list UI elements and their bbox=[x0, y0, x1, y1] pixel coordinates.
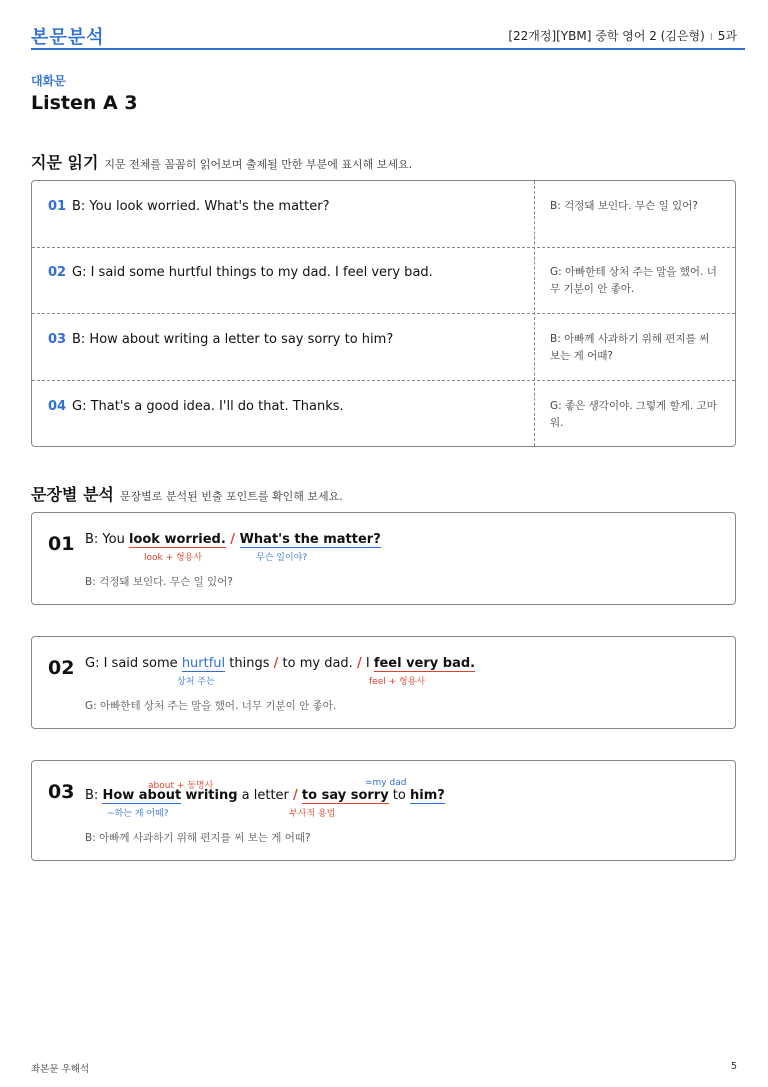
note-my-dad: =my dad bbox=[365, 778, 407, 788]
analysis-card bbox=[31, 512, 736, 605]
row-english: B: You look worried. What's the matter? bbox=[72, 199, 330, 214]
plain-text: a letter bbox=[237, 788, 294, 803]
analysis-desc: 문장별로 분석된 빈출 포인트를 확인해 보세요. bbox=[119, 490, 343, 503]
card-number: 01 bbox=[48, 533, 75, 555]
reading-row bbox=[32, 314, 735, 381]
plain-text: I bbox=[361, 656, 374, 671]
card-sentence bbox=[85, 788, 445, 803]
plain-text: things bbox=[225, 656, 274, 671]
reading-table bbox=[31, 180, 736, 447]
page-title: Listen A 3 bbox=[31, 92, 138, 114]
point-to-say-sorry: to say sorry bbox=[301, 788, 389, 803]
page-number: 5 bbox=[730, 1061, 737, 1072]
row-english: G: I said some hurtful things to my dad. I feel very bad. bbox=[72, 265, 433, 280]
plain-text: B: bbox=[85, 788, 103, 803]
book-name: [22개정][YBM] 중학 영어 2 (김은형) bbox=[508, 29, 705, 43]
analysis-title: 문장별 분석 bbox=[31, 485, 114, 504]
reading-row bbox=[32, 381, 735, 447]
plain-text: G: I said some bbox=[85, 656, 182, 671]
note-how-about: ~하는 게 어때? bbox=[107, 809, 169, 819]
header-separator: I bbox=[709, 32, 713, 43]
point-him: him? bbox=[410, 788, 445, 803]
row-korean: G: 아빠한테 상처 주는 말을 했어. 너무 기분이 안 좋아. bbox=[550, 266, 717, 295]
row-number: 02 bbox=[48, 265, 67, 280]
reading-title: 지문 읽기 bbox=[31, 153, 99, 172]
slash: / bbox=[273, 656, 279, 671]
row-number: 04 bbox=[48, 399, 67, 414]
point-how-about: How about bbox=[102, 788, 182, 803]
point-writing: writing bbox=[185, 788, 238, 803]
analysis-card bbox=[31, 636, 736, 729]
book-info bbox=[508, 27, 737, 44]
card-sentence bbox=[85, 656, 475, 671]
reading-desc: 지문 전체를 꼼꼼히 읽어보며 출제될 만한 부분에 표시해 보세요. bbox=[104, 158, 413, 171]
card-number: 03 bbox=[48, 781, 75, 803]
card-translation: G: 아빠한테 상처 주는 말을 했어. 너무 기분이 안 좋아. bbox=[85, 700, 337, 712]
footer-label: 좌본문 우해석 bbox=[31, 1064, 90, 1075]
analysis-heading bbox=[31, 482, 343, 505]
row-number: 01 bbox=[48, 199, 67, 214]
plain-text: to my dad. bbox=[278, 656, 357, 671]
slash: / bbox=[293, 788, 298, 803]
row-korean: B: 걱정돼 보인다. 무슨 일 있어? bbox=[550, 200, 698, 212]
plain-text: B: You bbox=[85, 532, 129, 547]
note-about-gerund: about + 동명사 bbox=[148, 781, 214, 791]
plain-text: to bbox=[388, 788, 410, 803]
analysis-card bbox=[31, 760, 736, 861]
note-look-adj: look + 형용사 bbox=[144, 553, 203, 563]
note-feel-adj: feel + 형용사 bbox=[369, 677, 426, 687]
row-korean: G: 좋은 생각이야. 그렇게 할게. 고마워. bbox=[550, 400, 717, 429]
row-korean: B: 아빠께 사과하기 위해 편지를 써 보는 게 어때? bbox=[550, 333, 710, 362]
page-header bbox=[31, 18, 745, 50]
reading-row bbox=[32, 181, 735, 248]
lesson-label: 5과 bbox=[717, 29, 737, 43]
point-whats-the-matter: What's the matter? bbox=[239, 532, 381, 547]
row-english: G: That's a good idea. I'll do that. Thanks. bbox=[72, 399, 344, 414]
card-translation: B: 걱정돼 보인다. 무슨 일 있어? bbox=[85, 576, 233, 588]
section-tag: 대화문 bbox=[31, 74, 66, 88]
card-sentence bbox=[85, 532, 381, 547]
row-english: B: How about writing a letter to say sorry to him? bbox=[72, 332, 394, 347]
note-hurtful: 상처 주는 bbox=[177, 677, 215, 687]
point-hurtful: hurtful bbox=[181, 656, 226, 671]
row-number: 03 bbox=[48, 332, 67, 347]
slash: / bbox=[356, 656, 362, 671]
card-number: 02 bbox=[48, 657, 75, 679]
card-translation: B: 아빠께 사과하기 위해 편지를 써 보는 게 어때? bbox=[85, 832, 311, 844]
note-adverbial: 부사적 용법 bbox=[289, 809, 336, 819]
reading-row bbox=[32, 247, 735, 314]
point-look-worried: look worried. bbox=[128, 532, 226, 547]
brand-title: 본문분석 bbox=[31, 27, 105, 48]
note-whats-up: 무슨 일이야? bbox=[256, 553, 308, 563]
slash: / bbox=[225, 532, 240, 547]
reading-heading bbox=[31, 150, 412, 173]
point-feel-very-bad: feel very bad. bbox=[373, 656, 476, 671]
